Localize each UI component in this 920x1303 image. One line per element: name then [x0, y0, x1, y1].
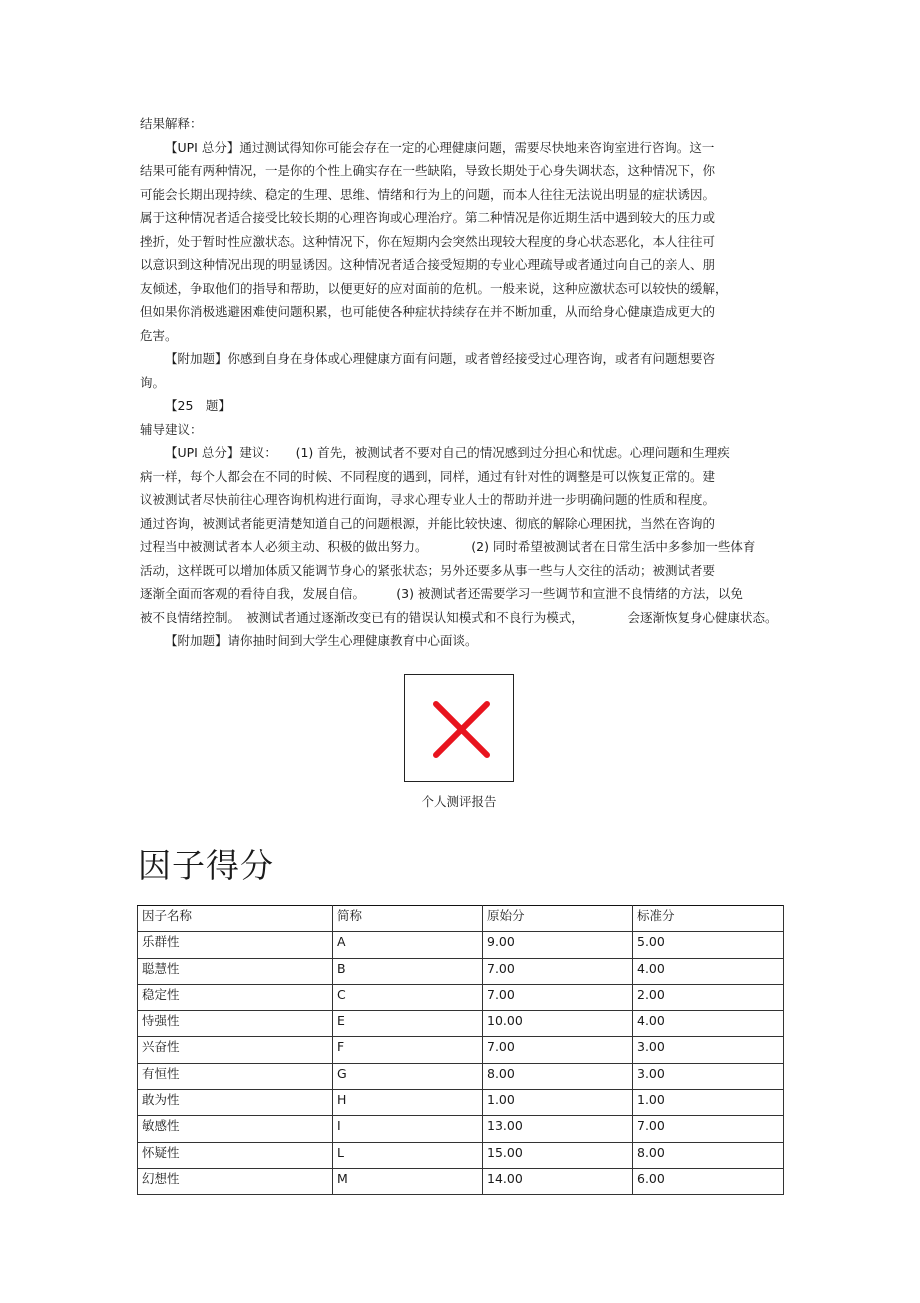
text-line: 【附加题】你感到自身在身体或心理健康方面有问题，或者曾经接受过心理咨询，或者有问题想要咨 — [165, 351, 716, 366]
factor-score-table — [137, 905, 784, 1195]
column-header: 标准分 — [633, 906, 784, 932]
text-line: 逐渐全面而客观的看待自我，发展自信。 (3) 被测试者还需要学习一些调节和宣泄不良情绪的方法，以免 — [140, 586, 743, 601]
raw-score-cell: 9.00 — [483, 932, 633, 958]
factor-name-cell: 乐群性 — [138, 932, 333, 958]
text-line: 过程当中被测试者本人必须主动、积极的做出努力。 (2) 同时希望被测试者在日常生活中多参加一些体育 — [140, 539, 756, 554]
factor-name-cell: 有恒性 — [138, 1063, 333, 1089]
advice-paragraph-upi — [140, 441, 780, 629]
advice-paragraph-extra: 【附加题】请你抽时间到大学生心理健康教育中心面谈。 — [165, 633, 478, 648]
standard-score-cell: 8.00 — [633, 1142, 784, 1168]
figure-caption: 个人测评报告 — [421, 794, 497, 809]
raw-score-cell: 8.00 — [483, 1063, 633, 1089]
text-line: 【UPI 总分】建议： (1) 首先，被测试者不要对自己的情况感到过分担心和忧虑。心理问题和生理疾 — [165, 445, 730, 460]
standard-score-cell: 4.00 — [633, 958, 784, 984]
raw-score-cell: 7.00 — [483, 958, 633, 984]
question-count: 【25 题】 — [165, 398, 231, 413]
standard-score-cell: 4.00 — [633, 1011, 784, 1037]
factor-name-cell: 兴奋性 — [138, 1037, 333, 1063]
result-heading: 结果解释： — [140, 116, 203, 131]
table-header-row — [138, 906, 784, 932]
factor-name-cell: 恃强性 — [138, 1011, 333, 1037]
abbreviation-cell: F — [333, 1037, 483, 1063]
abbreviation-cell: C — [333, 984, 483, 1010]
text-line: 危害。 — [140, 327, 178, 343]
raw-score-cell: 13.00 — [483, 1116, 633, 1142]
factor-score-title: 因子得分 — [138, 846, 274, 885]
table-row — [138, 958, 784, 984]
raw-score-cell: 10.00 — [483, 1011, 633, 1037]
report-text-body — [140, 112, 780, 653]
text-line: 以意识到这种情况出现的明显诱因。这种情况者适合接受短期的专业心理疏导或者通过向自己的亲人、朋 — [140, 257, 716, 272]
abbreviation-cell: A — [333, 932, 483, 958]
factor-name-cell: 幻想性 — [138, 1168, 333, 1194]
table-row — [138, 1063, 784, 1089]
broken-image-icon — [405, 675, 513, 781]
raw-score-cell: 1.00 — [483, 1090, 633, 1116]
abbreviation-cell: E — [333, 1011, 483, 1037]
text-line: 挫折，处于暂时性应激状态。这种情况下，你在短期内会突然出现较大程度的身心状态恶化，本人往往可 — [140, 233, 716, 249]
raw-score-cell: 14.00 — [483, 1168, 633, 1194]
raw-score-cell: 15.00 — [483, 1142, 633, 1168]
abbreviation-cell: B — [333, 958, 483, 984]
text-line: 属于这种情况者适合接受比较长期的心理咨询或心理治疗。第二种情况是你近期生活中遇到较大的压力或 — [140, 210, 716, 225]
factor-name-cell: 稳定性 — [138, 984, 333, 1010]
report-image-placeholder — [404, 674, 514, 782]
text-line: 结果可能有两种情况，一是你的个性上确实存在一些缺陷，导致长期处于心身失调状态，这种情况下，你 — [140, 163, 716, 178]
text-line: 可能会长期出现持续、稳定的生理、思维、情绪和行为上的问题，而本人往往无法说出明显的症状诱因。 — [140, 186, 716, 202]
text-line: 询。 — [140, 374, 166, 390]
table-row — [138, 1116, 784, 1142]
raw-score-cell: 7.00 — [483, 1037, 633, 1063]
table-row — [138, 1142, 784, 1168]
column-header: 简称 — [333, 906, 483, 932]
standard-score-cell: 2.00 — [633, 984, 784, 1010]
table-row — [138, 932, 784, 958]
table-row — [138, 1168, 784, 1194]
standard-score-cell: 5.00 — [633, 932, 784, 958]
standard-score-cell: 6.00 — [633, 1168, 784, 1194]
text-line: 但如果你消极逃避困难使问题积累，也可能使各种症状持续存在并不断加重，从而给身心健康造成更大的 — [140, 304, 716, 319]
abbreviation-cell: H — [333, 1090, 483, 1116]
text-line: 通过咨询，被测试者能更清楚知道自己的问题根源，并能比较快速、彻底的解除心理困扰，当然在咨询的 — [140, 515, 716, 531]
column-header: 因子名称 — [138, 906, 333, 932]
factor-name-cell: 怀疑性 — [138, 1142, 333, 1168]
factor-name-cell: 敢为性 — [138, 1090, 333, 1116]
table-row — [138, 1011, 784, 1037]
text-line: 议被测试者尽快前往心理咨询机构进行面询，寻求心理专业人士的帮助并进一步明确问题的性质和程度。 — [140, 492, 716, 507]
factor-name-cell: 聪慧性 — [138, 958, 333, 984]
abbreviation-cell: L — [333, 1142, 483, 1168]
text-line: 友倾述，争取他们的指导和帮助，以便更好的应对面前的危机。一般来说，这种应激状态可以较快的缓解， — [140, 280, 728, 296]
standard-score-cell: 3.00 — [633, 1063, 784, 1089]
abbreviation-cell: I — [333, 1116, 483, 1142]
text-line: 被不良情绪控制。 被测试者通过逐渐改变已有的错误认知模式和不良行为模式， 会逐渐恢复身心健康状态。 — [140, 609, 778, 625]
result-paragraph-upi — [140, 136, 780, 348]
column-header: 原始分 — [483, 906, 633, 932]
abbreviation-cell: G — [333, 1063, 483, 1089]
table-row — [138, 1090, 784, 1116]
text-line: 活动，这样既可以增加体质又能调节身心的紧张状态；另外还要多从事一些与人交往的活动；被测试者要 — [140, 562, 716, 578]
standard-score-cell: 1.00 — [633, 1090, 784, 1116]
table-row — [138, 984, 784, 1010]
result-paragraph-extra — [140, 347, 780, 394]
standard-score-cell: 3.00 — [633, 1037, 784, 1063]
factor-name-cell: 敏感性 — [138, 1116, 333, 1142]
standard-score-cell: 7.00 — [633, 1116, 784, 1142]
raw-score-cell: 7.00 — [483, 984, 633, 1010]
advice-heading: 辅导建议： — [140, 421, 203, 437]
text-line: 病一样，每个人都会在不同的时候、不同程度的遇到，同样，通过有针对性的调整是可以恢复正常的。建 — [140, 468, 716, 484]
text-line: 【UPI 总分】通过测试得知你可能会存在一定的心理健康问题，需要尽快地来咨询室进行咨询。这一 — [165, 139, 715, 155]
abbreviation-cell: M — [333, 1168, 483, 1194]
table-row — [138, 1037, 784, 1063]
